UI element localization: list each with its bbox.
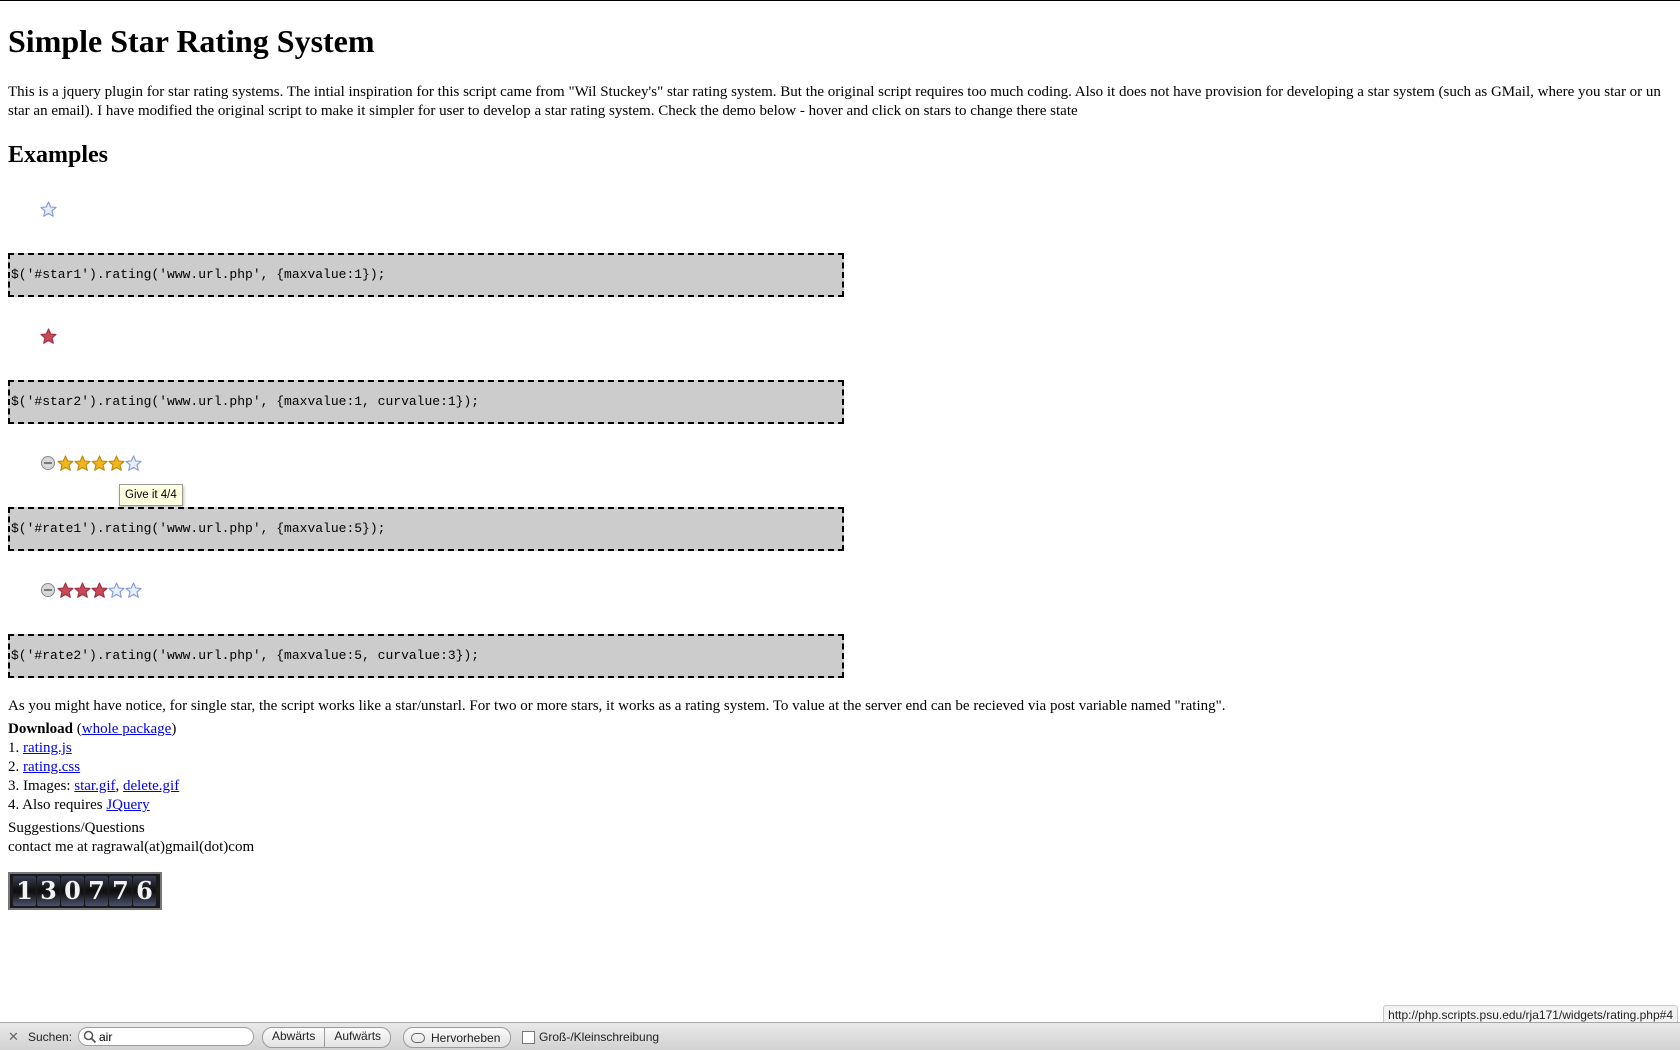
cancel-icon[interactable] (40, 582, 56, 598)
find-bar (0, 1022, 1680, 1050)
contact-line: contact me at ragrawal(at)gmail(dot)com (8, 839, 255, 855)
whole-package-link[interactable]: whole package (81, 721, 172, 737)
download-item-3 (8, 777, 1668, 796)
download-item-2 (8, 758, 1668, 777)
star-icon[interactable] (125, 455, 142, 472)
close-icon[interactable]: ✕ (8, 1029, 19, 1044)
star-icon[interactable] (40, 328, 57, 345)
delete-gif-link[interactable]: delete.gif (122, 778, 180, 794)
rate1-rating (40, 454, 142, 472)
download-item-1 (8, 739, 1668, 758)
find-next-button[interactable]: Abwärts (272, 1029, 316, 1043)
star-icon[interactable] (74, 582, 91, 599)
download-line (8, 720, 1668, 739)
code-block-rate1: $('#rate1').rating('www.url.php', {maxvalue:5}); (8, 507, 844, 551)
cancel-icon[interactable] (40, 455, 56, 471)
hit-counter (8, 872, 162, 910)
highlight-button[interactable] (403, 1027, 511, 1048)
status-bar-url: http://php.scripts.psu.edu/rja171/widgets/rating.php#4 (1383, 1005, 1678, 1024)
star-icon[interactable] (57, 582, 74, 599)
download-item-4 (8, 796, 1668, 815)
counter-digit: 6 (133, 876, 156, 906)
code-block-rate2: $('#rate2').rating('www.url.php', {maxvalue:5, curvalue:3}); (8, 634, 844, 678)
counter-digit: 7 (109, 876, 132, 906)
match-case-label: Groß-/Kleinschreibung (539, 1030, 660, 1044)
star-icon[interactable] (91, 582, 108, 599)
star-icon[interactable] (125, 582, 142, 599)
find-previous-button[interactable]: Aufwärts (324, 1028, 390, 1047)
star1-rating (40, 200, 57, 218)
rate2-rating (40, 581, 142, 599)
star-icon[interactable] (91, 455, 108, 472)
highlight-icon (411, 1033, 425, 1043)
counter-digit: 1 (13, 876, 36, 906)
highlight-label: Hervorheben (431, 1030, 501, 1045)
star-gif-link[interactable]: star.gif (74, 778, 116, 794)
match-case-checkbox[interactable] (522, 1030, 659, 1044)
star-icon[interactable] (40, 201, 57, 218)
code-block-star2: $('#star2').rating('www.url.php', {maxvalue:1, curvalue:1}); (8, 380, 844, 424)
suggestions-heading: Suggestions/Questions (8, 820, 145, 836)
find-label: Suchen: (28, 1030, 73, 1044)
counter-digit: 7 (85, 876, 108, 906)
checkbox-box[interactable] (522, 1031, 535, 1044)
item3-separator: , (115, 778, 123, 794)
item4-prefix: 4. Also requires (8, 797, 107, 813)
download-label: Download (8, 721, 74, 737)
star-icon[interactable] (108, 582, 125, 599)
star-tooltip: Give it 4/4 (119, 484, 183, 506)
search-icon (83, 1030, 97, 1044)
find-input[interactable] (78, 1027, 254, 1046)
star-icon[interactable] (108, 455, 125, 472)
star2-rating (40, 327, 57, 345)
jquery-link[interactable]: JQuery (106, 797, 150, 813)
item3-prefix: 3. Images: (8, 778, 75, 794)
rating-css-link[interactable]: rating.css (23, 759, 81, 775)
counter-digit: 0 (61, 876, 84, 906)
item2-prefix: 2. (8, 759, 23, 775)
star-icon[interactable] (57, 455, 74, 472)
notes-section (8, 697, 1668, 857)
close-paren: ) (171, 721, 177, 737)
code-block-star1: $('#star1').rating('www.url.php', {maxvalue:1}); (8, 253, 844, 297)
examples-heading: Examples (8, 142, 109, 168)
item1-prefix: 1. (8, 740, 23, 756)
rating-js-link[interactable]: rating.js (23, 740, 72, 756)
intro-paragraph: This is a jquery plugin for star rating systems. The intial inspiration for this script came from "Wil Stuckey's" star rating system. But the original script requires too much coding. Also it does not have provision for developing a star system (such as GMail, where you star or un star an email). I have modified the original script to make it simpler for user to develop a star rating system. Check the demo below - hover and click on stars to change there state (8, 84, 1661, 119)
open-paren: ( (73, 721, 82, 737)
page-title: Simple Star Rating System (8, 23, 375, 59)
star-icon[interactable] (74, 455, 91, 472)
notes-description: As you might have notice, for single star, the script works like a star/unstarl. For two or more stars, it works as a rating system. To value at the server end can be recieved via post variable named "rating". (8, 698, 1226, 714)
counter-digit: 3 (37, 876, 60, 906)
find-nav-buttons (262, 1027, 391, 1048)
